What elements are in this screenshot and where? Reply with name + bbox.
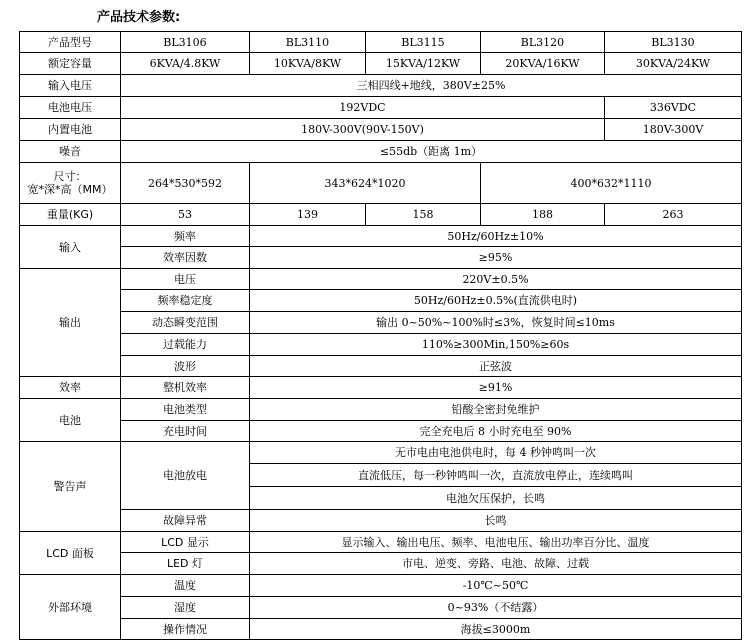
alarm-discharge-value: 直流低压，每一秒钟鸣叫一次，直流放电停止，连续鸣叫 [250,464,742,487]
row-alarm-fault [20,510,742,532]
input-voltage-value: 三相四线+地线，380V±25% [121,75,742,97]
output-label: 输出 [20,269,121,377]
row-internal-battery [20,119,742,141]
output-sub-label: 频率稳定度 [121,290,250,312]
noise-value: ≤55db（距离 1m） [121,141,742,163]
lcd-sub-value: 显示输入、输出电压、频率、电池电压、输出功率百分比、温度 [250,532,742,553]
environment-sub-value: 0~93%（不结露） [250,597,742,619]
row-output-waveform [20,356,742,377]
output-sub-label: 过载能力 [121,334,250,356]
spec-table [19,31,742,640]
alarm-fault-value: 长鸣 [250,510,742,532]
alarm-discharge-value: 无市电由电池供电时，每 4 秒钟鸣叫一次 [250,442,742,464]
weight-value: 263 [605,204,742,226]
input-sub-value: ≥95% [250,247,742,269]
row-input-voltage [20,75,742,97]
lcd-label: LCD 面板 [20,532,121,575]
weight-value: 158 [366,204,481,226]
battery-label: 电池 [20,399,121,442]
environment-sub-label: 温度 [121,575,250,597]
row-env-humidity [20,597,742,619]
row-input-frequency [20,226,742,247]
output-sub-label: 电压 [121,269,250,290]
alarm-discharge-value: 电池欠压保护，长鸣 [250,487,742,510]
alarm-label: 警告声 [20,442,121,532]
environment-label: 外部环境 [20,575,121,640]
lcd-sub-label: LED 灯 [121,553,250,575]
capacity-value: 6KVA/4.8KW [121,53,250,75]
environment-sub-value: 海拔≤3000m [250,619,742,640]
output-sub-value: 50Hz/60Hz±0.5%(直流供电时) [250,290,742,312]
output-sub-value: 220V±0.5% [250,269,742,290]
battery-sub-label: 电池类型 [121,399,250,421]
size-label-line2: 宽*深*高（MM） [27,183,113,196]
output-sub-label: 动态瞬变范围 [121,312,250,334]
size-value: 264*530*592 [121,163,250,204]
internal-battery-last: 180V-300V [605,119,742,141]
lcd-sub-label: LCD 显示 [121,532,250,553]
row-output-freq-stability [20,290,742,312]
internal-battery-label: 内置电池 [20,119,121,141]
row-output-transient [20,312,742,334]
efficiency-sub-label: 整机效率 [121,377,250,399]
row-led [20,553,742,575]
size-value: 400*632*1110 [481,163,742,204]
weight-value: 139 [250,204,366,226]
battery-voltage-last: 336VDC [605,97,742,119]
output-sub-value: 输出 0~50%~100%时≤3%，恢复时间≤10ms [250,312,742,334]
row-output-overload [20,334,742,356]
row-noise [20,141,742,163]
capacity-value: 30KVA/24KW [605,53,742,75]
row-output-voltage [20,269,742,290]
environment-sub-value: -10℃~50℃ [250,575,742,597]
size-label-line1: 尺寸： [53,170,87,183]
model-bl3130: BL3130 [605,32,742,53]
model-bl3110: BL3110 [250,32,366,53]
model-bl3106: BL3106 [121,32,250,53]
row-input-pf [20,247,742,269]
battery-sub-value: 完全充电后 8 小时充电至 90% [250,421,742,442]
battery-sub-value: 铅酸全密封免维护 [250,399,742,421]
row-battery-voltage [20,97,742,119]
size-label [20,163,121,204]
battery-voltage-main: 192VDC [121,97,605,119]
weight-value: 53 [121,204,250,226]
model-bl3115: BL3115 [366,32,481,53]
input-label: 输入 [20,226,121,269]
size-value: 343*624*1020 [250,163,481,204]
environment-sub-label: 操作情况 [121,619,250,640]
row-capacity [20,53,742,75]
environment-sub-label: 湿度 [121,597,250,619]
input-voltage-label: 输入电压 [20,75,121,97]
alarm-discharge-label: 电池放电 [121,442,250,510]
model-label: 产品型号 [20,32,121,53]
battery-sub-label: 充电时间 [121,421,250,442]
model-bl3120: BL3120 [481,32,605,53]
row-lcd-display [20,532,742,553]
output-sub-value: 110%≥300Min,150%≥60s [250,334,742,356]
weight-label: 重量(KG) [20,204,121,226]
input-sub-label: 效率因数 [121,247,250,269]
output-sub-label: 波形 [121,356,250,377]
alarm-fault-label: 故障异常 [121,510,250,532]
weight-value: 188 [481,204,605,226]
row-weight [20,204,742,226]
row-battery-type [20,399,742,421]
efficiency-label: 效率 [20,377,121,399]
row-efficiency [20,377,742,399]
efficiency-value: ≥91% [250,377,742,399]
capacity-value: 20KVA/16KW [481,53,605,75]
lcd-sub-value: 市电、逆变、旁路、电池、故障、过载 [250,553,742,575]
row-model [20,32,742,53]
row-env-temperature [20,575,742,597]
capacity-value: 15KVA/12KW [366,53,481,75]
row-size [20,163,742,204]
internal-battery-main: 180V-300V(90V-150V) [121,119,605,141]
input-sub-value: 50Hz/60Hz±10% [250,226,742,247]
noise-label: 噪音 [20,141,121,163]
page-title: 产品技术参数: [97,10,181,25]
row-battery-charge [20,421,742,442]
output-sub-value: 正弦波 [250,356,742,377]
row-alarm-discharge-1 [20,442,742,464]
capacity-value: 10KVA/8KW [250,53,366,75]
input-sub-label: 频率 [121,226,250,247]
battery-voltage-label: 电池电压 [20,97,121,119]
capacity-label: 额定容量 [20,53,121,75]
row-env-operation [20,619,742,640]
